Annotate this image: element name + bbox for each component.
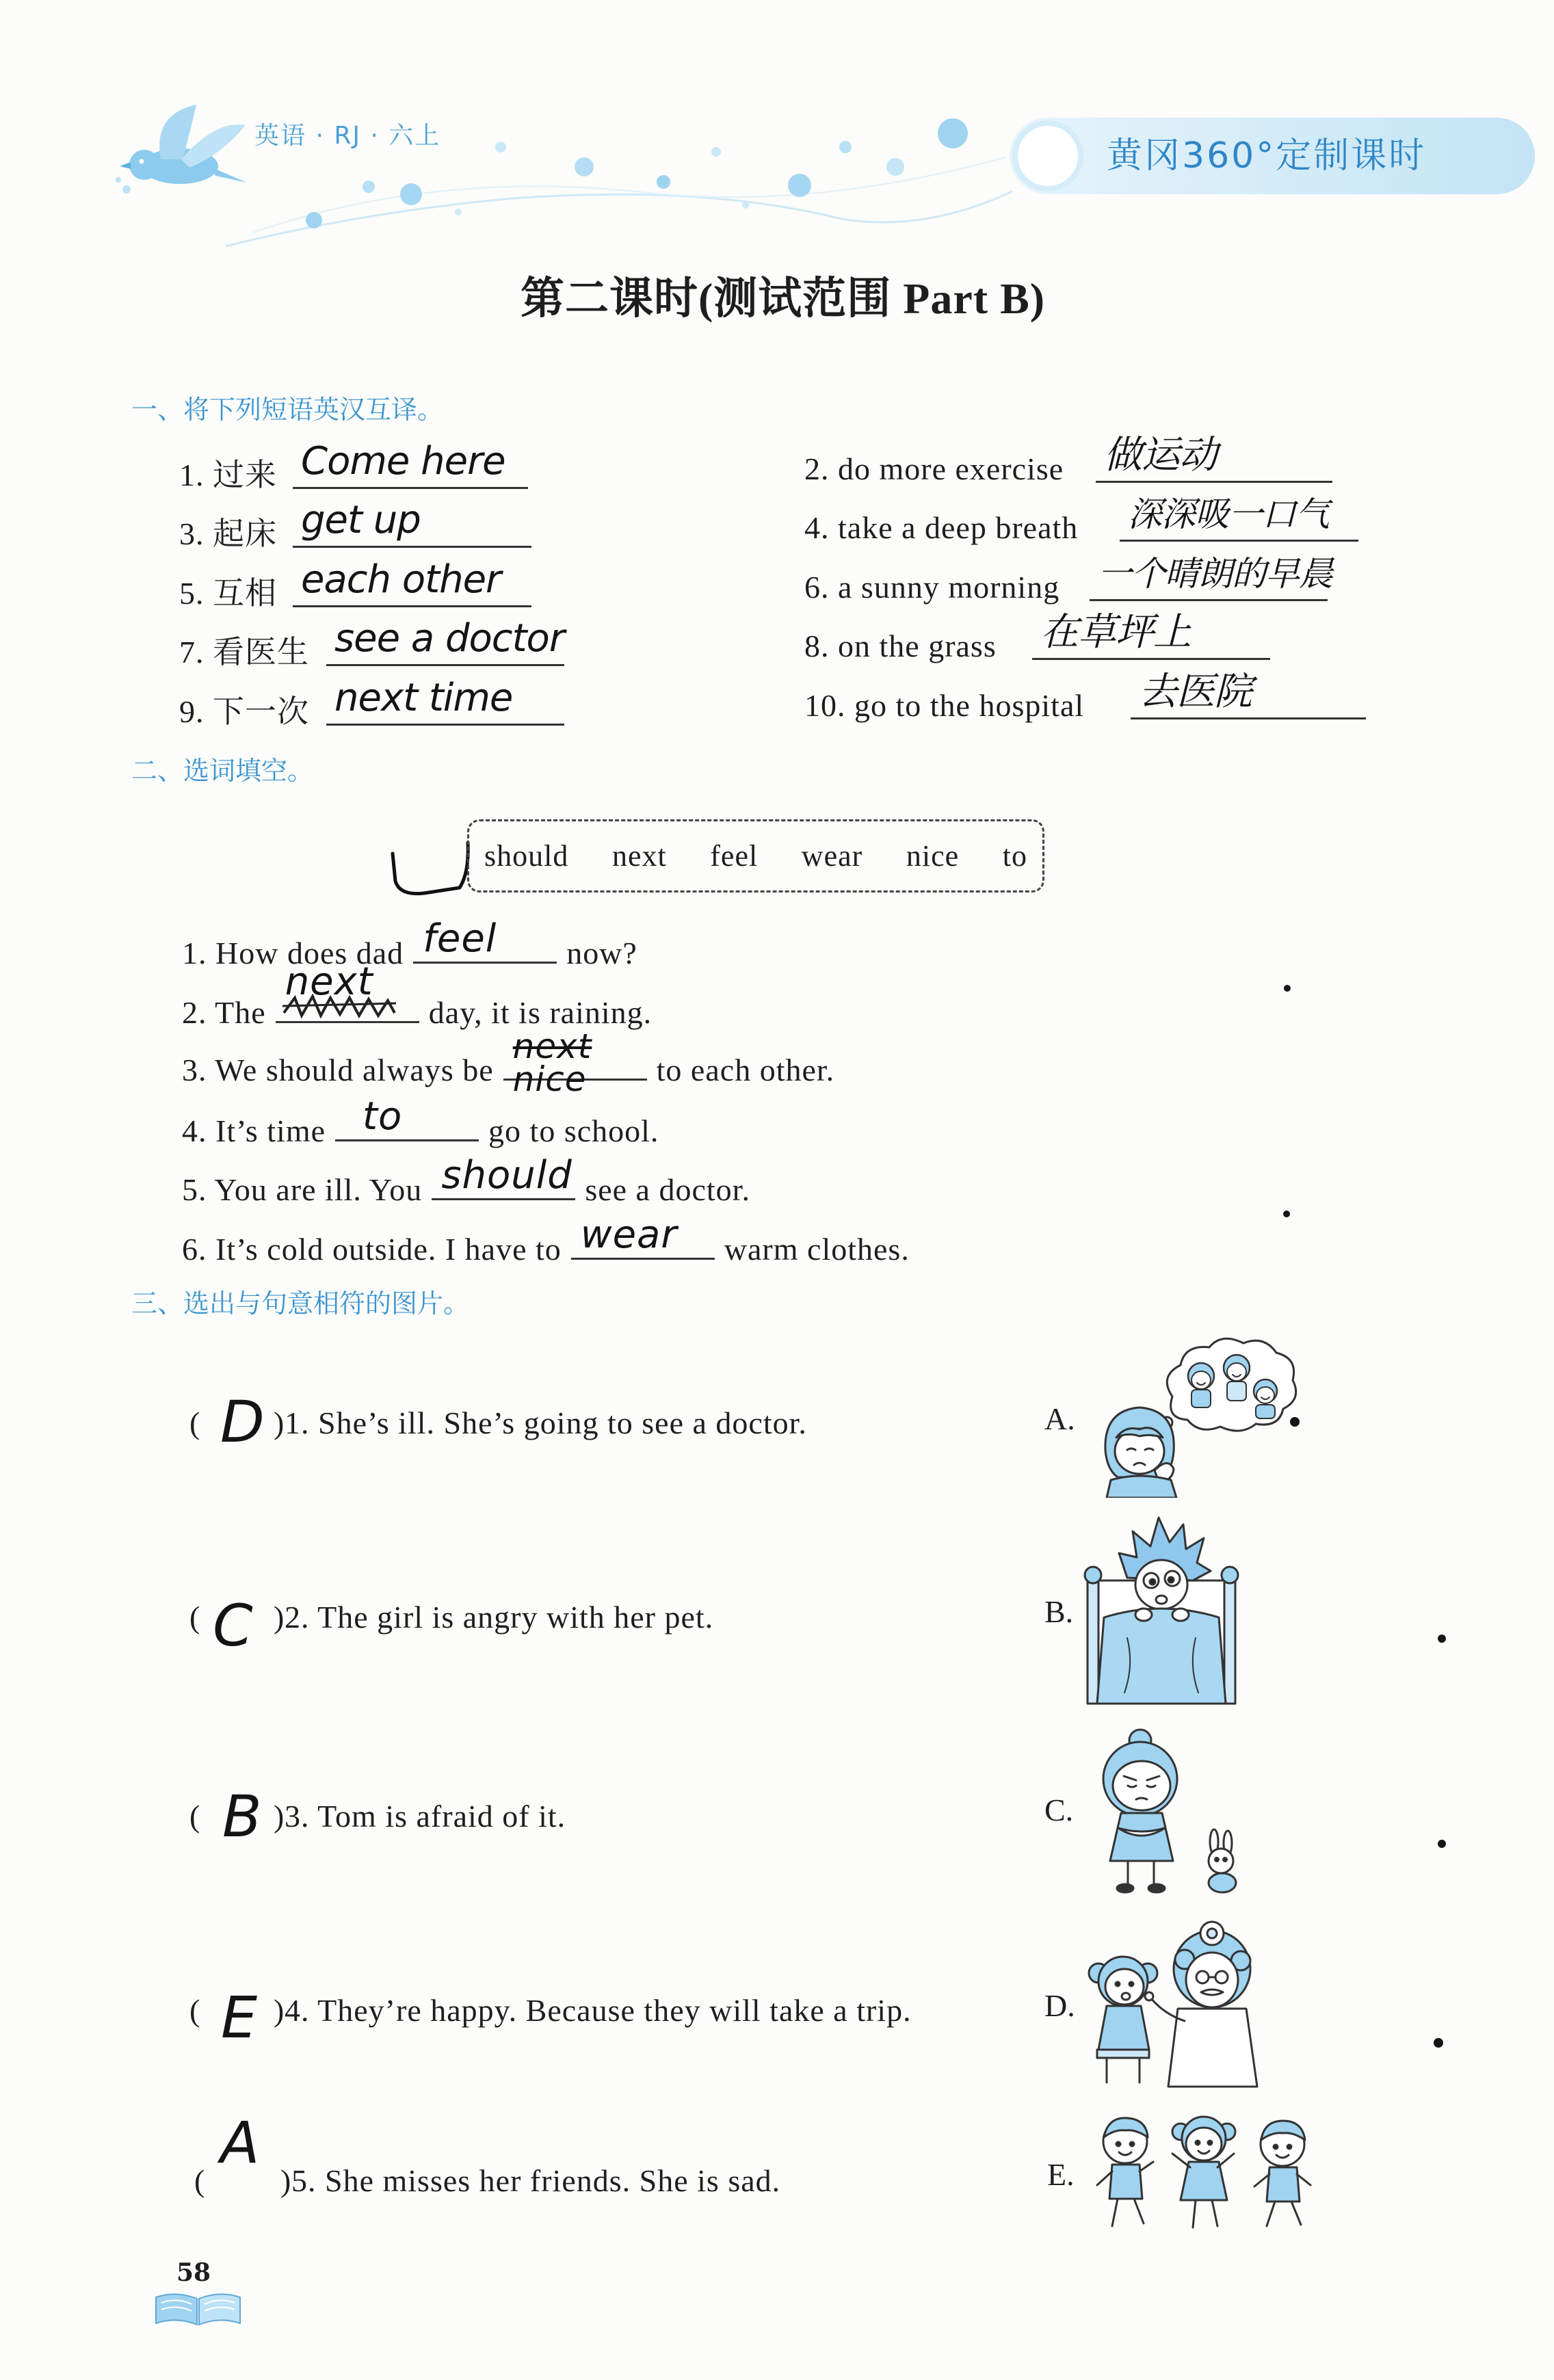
sentence-after: go to school. <box>488 1113 659 1148</box>
answer-blank[interactable] <box>276 960 419 1023</box>
book-icon <box>152 2288 244 2329</box>
page-title: 第二课时(测试范围 Part B) <box>521 274 1046 323</box>
picture-a-sad-girl[interactable] <box>1085 1334 1304 1498</box>
item-prompt: 8. on the grass <box>804 629 997 663</box>
picture-label-a: A. <box>1044 1401 1075 1436</box>
answer-blank[interactable] <box>503 1027 647 1099</box>
bracket-close: ) <box>280 2163 292 2198</box>
item-prompt: 7. 看医生 <box>179 635 309 670</box>
bracket-open: ( <box>189 1993 201 2028</box>
handwritten-choice[interactable]: C <box>213 1592 254 1659</box>
word-bank-word: feel <box>710 839 759 873</box>
section2-heading: 二、选词填空。 <box>131 756 314 786</box>
picture-b-scared-boy[interactable] <box>1079 1515 1243 1713</box>
sentence-before: 6. It’s cold outside. I have to <box>182 1232 562 1267</box>
answer-blank[interactable] <box>1096 433 1332 483</box>
translate-item <box>179 557 501 614</box>
bracket-close: ) <box>274 1600 285 1635</box>
handwritten-choice[interactable]: D <box>220 1388 265 1455</box>
fill-blank-sentence <box>182 1027 835 1099</box>
ink-spot <box>1434 2038 1443 2048</box>
crossed-out-answer: next <box>512 1027 592 1066</box>
sentence-after: day, it is raining. <box>428 995 653 1030</box>
section3-heading: 三、选出与句意相符的图片。 <box>131 1288 470 1319</box>
handwritten-choice[interactable]: E <box>221 1984 259 2051</box>
bracket-open: ( <box>189 1799 201 1834</box>
item-prompt: 1. 过来 <box>179 458 277 492</box>
item-prompt: 3. 起床 <box>179 516 277 551</box>
subject-line: 英语 · RJ · 六上 <box>254 122 441 150</box>
handwritten-answer: next <box>285 960 373 1004</box>
word-bank-box <box>467 819 1044 892</box>
bracket-open: ( <box>189 1600 201 1635</box>
item-prompt: 5. 互相 <box>179 576 277 611</box>
translate-item <box>179 676 513 732</box>
picture-label-d: D. <box>1044 1988 1075 2023</box>
handwritten-choice[interactable]: B <box>222 1783 263 1850</box>
item-prompt: 10. go to the hospital <box>804 688 1085 723</box>
match-sentence: 2. The girl is angry with her pet. <box>285 1600 714 1635</box>
bracket-close: ) <box>274 1405 285 1440</box>
handwritten-answer: 一个晴朗的早晨 <box>1098 554 1332 594</box>
answer-blank[interactable] <box>293 557 531 607</box>
bracket-close: ) <box>274 1993 285 2028</box>
handwritten-answer: get up <box>301 498 421 542</box>
word-bank-word: should <box>484 839 569 873</box>
handwritten-answer: to <box>363 1094 403 1139</box>
answer-blank[interactable] <box>432 1153 575 1200</box>
match-sentence: 5. She misses her friends. She is sad. <box>291 2163 781 2198</box>
bracket-close: ) <box>274 1799 285 1834</box>
picture-e-happy-kids[interactable] <box>1088 2110 1320 2240</box>
sentence-after: warm clothes. <box>724 1232 910 1267</box>
sentence-before: 5. You are ill. You <box>182 1172 423 1207</box>
sentence-after: to each other. <box>656 1053 835 1087</box>
translate-item <box>179 498 421 555</box>
banner-moon-icon <box>1012 120 1083 191</box>
fill-blank-sentence <box>182 1213 910 1267</box>
handwritten-answer: see a doctor <box>334 616 564 661</box>
translate-item <box>179 616 564 673</box>
handwritten-answer: 在草坪上 <box>1040 610 1191 654</box>
handwritten-answer: Come here <box>301 439 505 484</box>
bracket-open: ( <box>194 2163 206 2198</box>
picture-c-angry-girl-with-pet[interactable] <box>1091 1727 1248 1898</box>
match-sentence: 4. They’re happy. Because they will take a trip. <box>285 1993 912 2028</box>
answer-blank[interactable] <box>1090 554 1332 601</box>
ink-spot <box>1284 985 1291 992</box>
answer-blank[interactable] <box>293 439 528 489</box>
decorative-dots <box>226 116 1012 253</box>
item-prompt: 2. do more exercise <box>804 451 1064 486</box>
answer-blank[interactable] <box>413 916 557 964</box>
word-bank-word: wear <box>801 839 863 873</box>
picture-d-doctor-and-girl[interactable] <box>1082 1918 1274 2089</box>
handwritten-answer: 深深吸一口气 <box>1128 494 1329 534</box>
sentence-before: 3. We should always be <box>182 1053 494 1087</box>
sentence-before: 1. How does dad <box>182 936 404 970</box>
handwritten-answer: should <box>441 1153 572 1198</box>
answer-blank[interactable] <box>571 1213 715 1260</box>
handwritten-answer: nice <box>512 1059 587 1099</box>
section1-heading: 一、将下列短语英汉互译。 <box>131 395 444 425</box>
match-sentence: 3. Tom is afraid of it. <box>285 1799 566 1834</box>
ink-spot <box>1283 1211 1290 1217</box>
picture-label-c: C. <box>1044 1793 1074 1827</box>
handwritten-choice[interactable]: A <box>220 2109 261 2176</box>
answer-blank[interactable] <box>1120 494 1358 542</box>
handwritten-answer: feel <box>423 916 497 961</box>
sentence-after: see a doctor. <box>585 1172 750 1207</box>
handwritten-answer: 做运动 <box>1104 433 1217 477</box>
translate-item <box>804 433 1217 490</box>
ink-spot <box>1438 1840 1446 1848</box>
answer-blank[interactable] <box>1131 670 1366 719</box>
word-bank-word: to <box>1002 839 1027 873</box>
translate-item <box>804 554 1332 608</box>
handwritten-answer: next time <box>334 676 513 720</box>
answer-blank[interactable] <box>335 1094 479 1141</box>
picture-label-e: E. <box>1047 2157 1075 2192</box>
fill-blank-sentence <box>182 916 637 970</box>
picture-label-b: B. <box>1044 1594 1074 1629</box>
match-sentence: 1. She’s ill. She’s going to see a doctor. <box>285 1405 807 1440</box>
item-prompt: 4. take a deep breath <box>804 510 1079 545</box>
answer-blank[interactable] <box>326 676 564 726</box>
sentence-after: now? <box>566 936 637 970</box>
handwritten-answer: 去医院 <box>1139 670 1252 714</box>
word-bank-word: next <box>611 839 667 873</box>
page-number: 58 <box>176 2258 211 2287</box>
translate-item <box>804 494 1329 548</box>
sentence-before: 4. It’s time <box>182 1113 326 1148</box>
answer-blank[interactable] <box>326 616 564 666</box>
sentence-before: 2. The <box>182 995 266 1030</box>
item-prompt: 6. a sunny morning <box>804 570 1060 605</box>
answer-blank[interactable] <box>1032 610 1270 660</box>
translate-item <box>179 439 505 496</box>
ink-spot <box>1290 1417 1300 1427</box>
answer-blank[interactable] <box>293 498 531 548</box>
banner-text: 黄冈360°定制课时 <box>1107 135 1427 176</box>
fill-blank-sentence <box>182 1094 659 1148</box>
translate-item <box>804 670 1252 726</box>
bracket-open: ( <box>189 1405 201 1440</box>
handwritten-answer: each other <box>301 557 501 602</box>
item-prompt: 9. 下一次 <box>179 694 309 729</box>
handwritten-answer: wear <box>580 1213 678 1257</box>
ink-spot <box>1438 1635 1446 1643</box>
check-mark-icon <box>383 833 479 901</box>
fill-blank-sentence <box>182 1153 750 1207</box>
word-bank-word: nice <box>906 839 960 873</box>
translate-item <box>804 610 1191 667</box>
